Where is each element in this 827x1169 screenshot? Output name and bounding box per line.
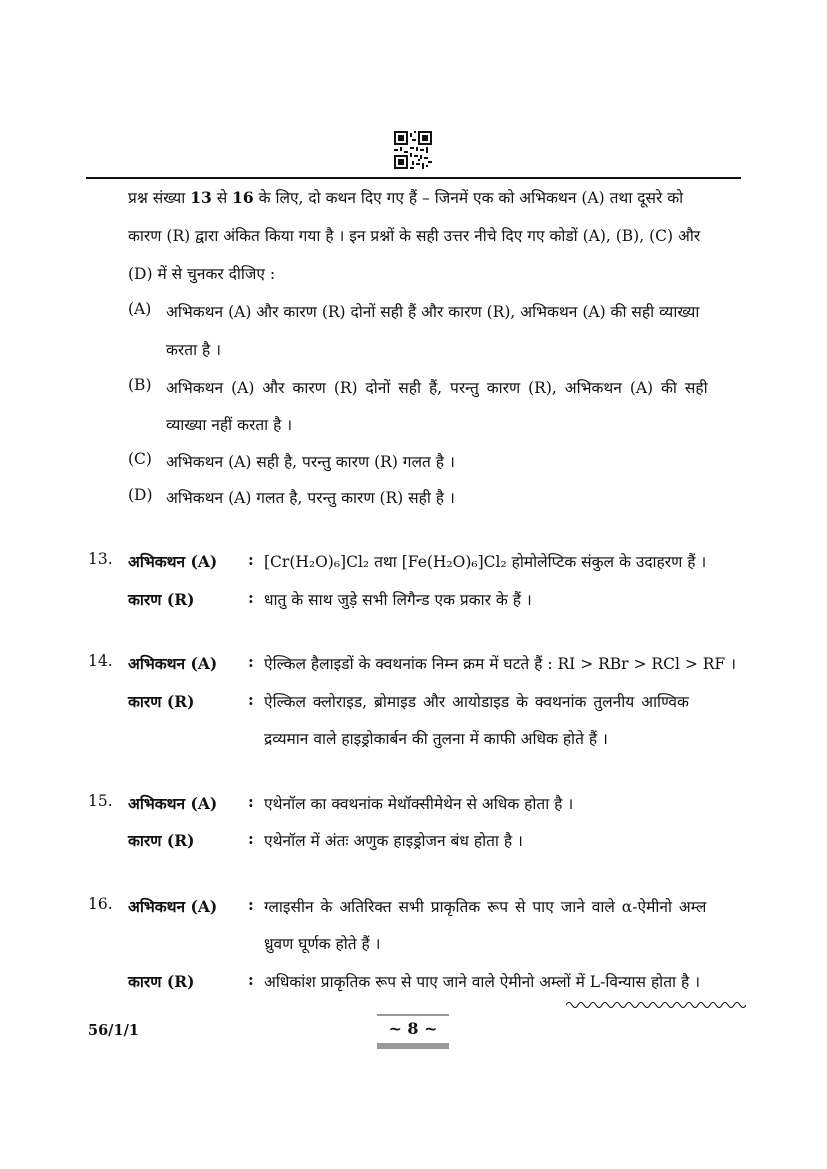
reason-text-16: अधिकांश प्राकृतिक रूप से पाए जाने वाले ऐमीनो अम्लों में L-विन्यास होता है । xyxy=(264,973,701,991)
page-number-rule-top xyxy=(377,1014,449,1016)
colon-16a: : xyxy=(248,895,254,914)
paper-code: 56/1/1 xyxy=(88,1022,139,1039)
reason-text-14-line-1: ऐल्किल क्लोराइड, ब्रोमाइड और आयोडाइड के क्वथनांक तुलनीय आण्विक xyxy=(264,693,689,711)
colon-15a: : xyxy=(248,792,254,811)
qr-code-icon xyxy=(394,131,432,169)
option-label-d: (D) xyxy=(128,486,153,504)
option-a-line-2: करता है । xyxy=(166,341,222,359)
option-a-line-1: अभिकथन (A) और कारण (R) दोनों सही हैं और कारण (R), अभिकथन (A) की सही व्याख्या xyxy=(166,303,700,321)
option-d-text: अभिकथन (A) गलत है, परन्तु कारण (R) सही है । xyxy=(166,489,455,507)
assertion-text-14: ऐल्किल हैलाइडों के क्वथनांक निम्न क्रम में घटते हैं : RI > RBr > RCl > RF । xyxy=(264,655,736,673)
colon-14r: : xyxy=(248,690,254,709)
reason-label-16: कारण (R) xyxy=(128,972,195,991)
assertion-text-13: [Cr(H₂O)₆]Cl₂ तथा [Fe(H₂O)₆]Cl₂ होमोलेप्टिक संकुल के उदाहरण हैं । xyxy=(264,553,707,571)
assertion-text-16-line-2: ध्रुवण घूर्णक होते हैं । xyxy=(264,935,381,953)
question-number-15: 15. xyxy=(88,792,113,810)
colon-13r: : xyxy=(248,588,254,607)
colon-13a: : xyxy=(248,550,254,569)
reason-label-14: कारण (R) xyxy=(128,692,195,711)
page-number: ~ 8 ~ xyxy=(388,1019,438,1038)
intro-line-1: प्रश्न संख्या 13 से 16 के लिए, दो कथन दिए गए हैं – जिनमें एक को अभिकथन (A) तथा दूसरे को xyxy=(128,188,684,207)
option-label-b: (B) xyxy=(128,376,152,394)
question-number-13: 13. xyxy=(88,550,113,568)
reason-text-13: धातु के साथ जुड़े सभी लिगैन्ड एक प्रकार के हैं । xyxy=(264,591,532,609)
question-number-16: 16. xyxy=(88,895,113,913)
header-rule xyxy=(86,177,741,179)
option-label-a: (A) xyxy=(128,300,152,318)
intro-line-2: कारण (R) द्वारा अंकित किया गया है । इन प्रश्नों के सही उत्तर नीचे दिए गए कोडों (A), (B), (C) और xyxy=(128,227,701,245)
question-number-14: 14. xyxy=(88,652,113,670)
assertion-text-15: एथेनॉल का क्वथनांक मेथॉक्सीमेथेन से अधिक होता है । xyxy=(264,795,574,813)
colon-14a: : xyxy=(248,652,254,671)
option-c-text: अभिकथन (A) सही है, परन्तु कारण (R) गलत है । xyxy=(166,453,455,471)
colon-16r: : xyxy=(248,970,254,989)
reason-label-13: कारण (R) xyxy=(128,590,195,609)
reason-text-14-line-2: द्रव्यमान वाले हाइड्रोकार्बन की तुलना में काफी अधिक होते हैं । xyxy=(264,730,608,748)
reason-label-15: कारण (R) xyxy=(128,831,195,850)
assertion-label-13: अभिकथन (A) xyxy=(128,552,218,571)
reason-text-15: एथेनॉल में अंतः अणुक हाइड्रोजन बंध होता है । xyxy=(264,832,523,850)
option-label-c: (C) xyxy=(128,450,152,468)
assertion-text-16-line-1: ग्लाइसीन के अतिरिक्त सभी प्राकृतिक रूप से पाए जाने वाले α-ऐमीनो अम्ल xyxy=(264,898,707,916)
page-number-rule-bottom xyxy=(377,1043,449,1049)
assertion-label-16: अभिकथन (A) xyxy=(128,897,218,916)
option-b-line-1: अभिकथन (A) और कारण (R) दोनों सही हैं, परन्तु कारण (R), अभिकथन (A) की सही xyxy=(166,379,708,397)
colon-15r: : xyxy=(248,829,254,848)
assertion-label-15: अभिकथन (A) xyxy=(128,794,218,813)
assertion-label-14: अभिकथन (A) xyxy=(128,654,218,673)
continuation-wave-icon xyxy=(566,999,746,1011)
option-b-line-2: व्याख्या नहीं करता है । xyxy=(166,416,293,434)
intro-line-3: (D) में से चुनकर दीजिए : xyxy=(128,265,276,283)
